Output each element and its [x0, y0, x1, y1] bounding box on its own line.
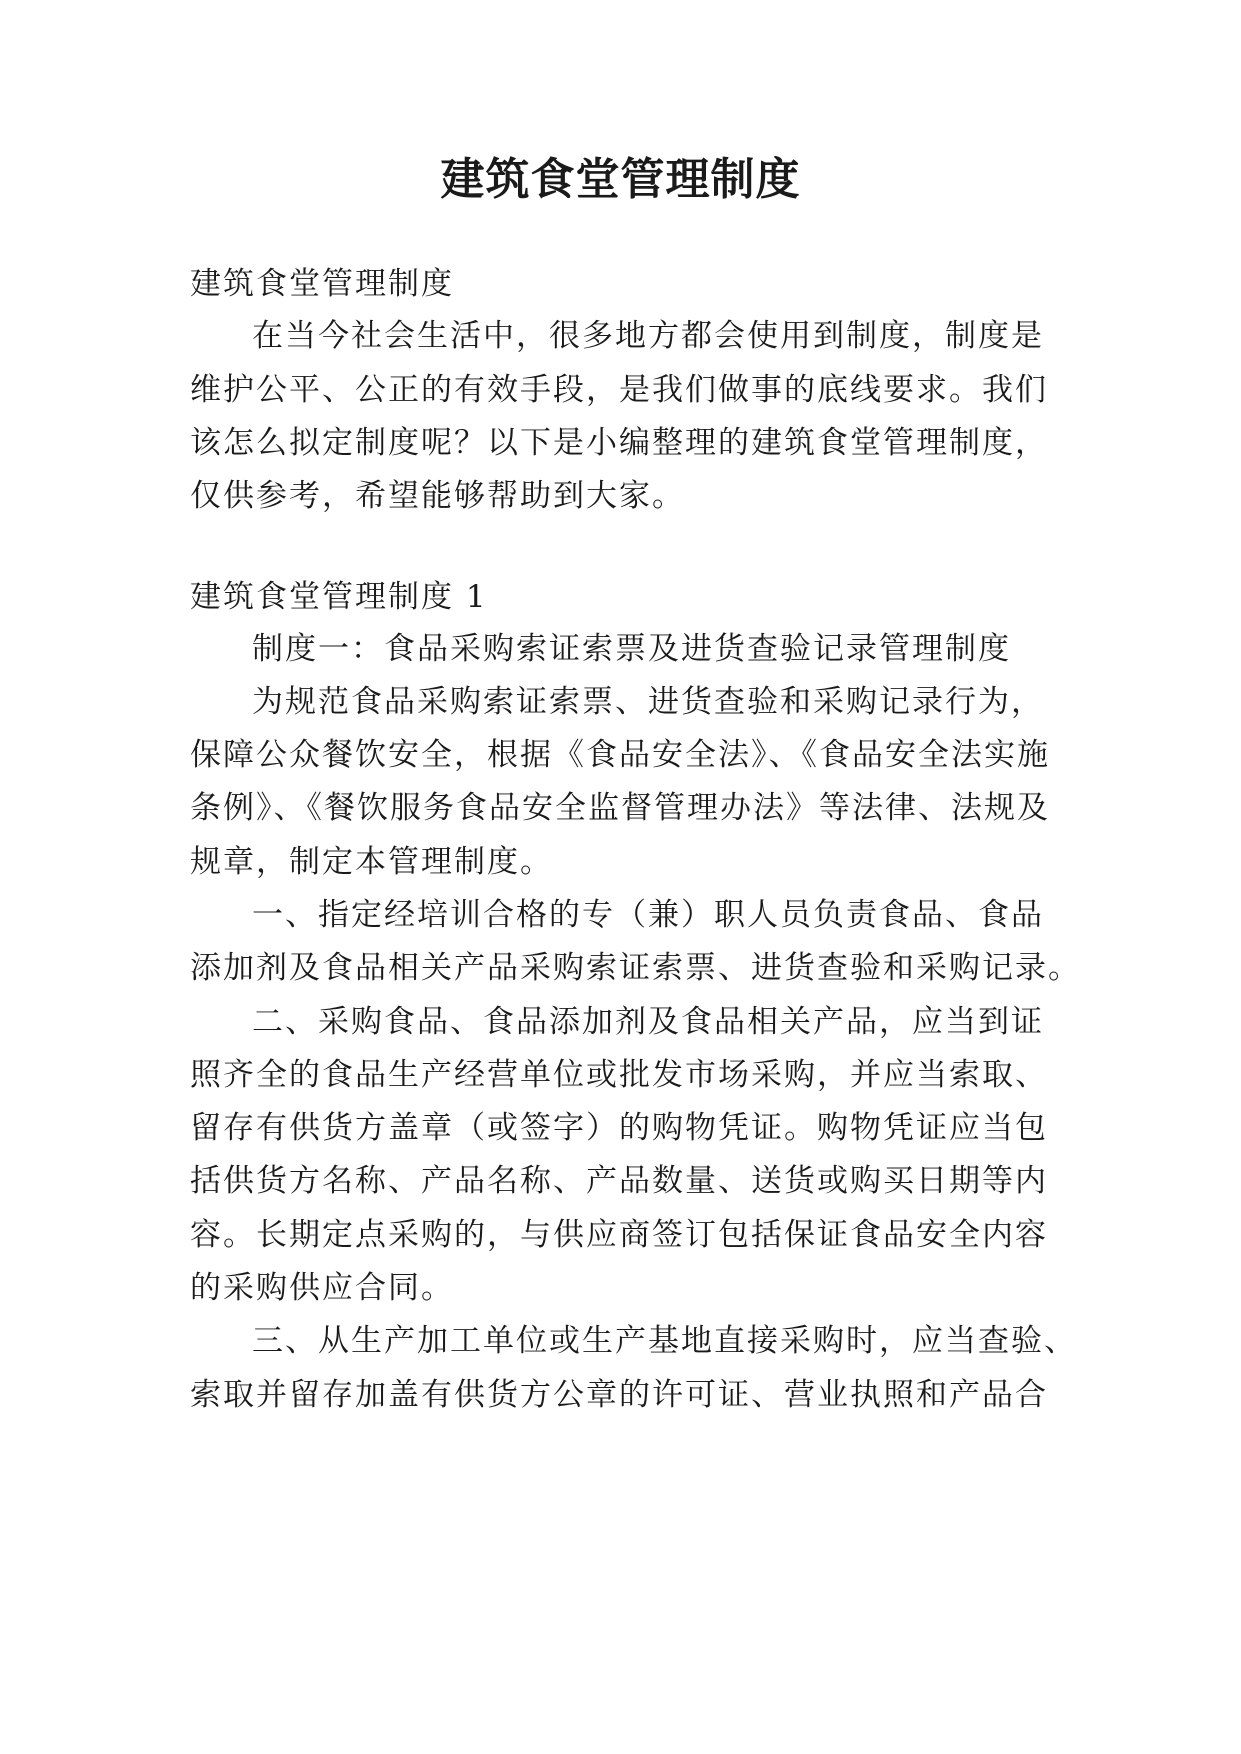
- intro-line: 该怎么拟定制度呢？以下是小编整理的建筑食堂管理制度，: [190, 425, 1048, 461]
- item-2-line: 留存有供货方盖章（或签字）的购物凭证。购物凭证应当包: [190, 1110, 1048, 1146]
- intro-line: 在当今社会生活中，很多地方都会使用到制度，制度是: [252, 318, 1044, 354]
- rule-title: 制度一：食品采购索证索票及进货查验记录管理制度: [252, 631, 1011, 667]
- item-3-line: 三、从生产加工单位或生产基地直接采购时，应当查验、: [252, 1323, 1077, 1359]
- document-subtitle: 建筑食堂管理制度: [190, 266, 454, 302]
- item-1-line: 添加剂及食品相关产品采购索证索票、进货查验和采购记录。: [190, 950, 1081, 986]
- section-heading: 建筑食堂管理制度 1: [190, 579, 488, 615]
- document-title: 建筑食堂管理制度: [440, 154, 801, 205]
- purpose-line: 条例》、《餐饮服务食品安全监督管理办法》等法律、法规及: [190, 790, 1050, 826]
- purpose-line: 规章，制定本管理制度。: [190, 844, 553, 880]
- intro-line: 仅供参考，希望能够帮助到大家。: [190, 478, 685, 514]
- item-2-line: 括供货方名称、产品名称、产品数量、送货或购买日期等内: [190, 1163, 1048, 1199]
- purpose-line: 保障公众餐饮安全，根据《食品安全法》、《食品安全法实施: [190, 737, 1050, 773]
- item-1-line: 一、指定经培训合格的专（兼）职人员负责食品、食品: [252, 897, 1044, 933]
- item-2-line: 容。长期定点采购的，与供应商签订包括保证食品安全内容: [190, 1217, 1048, 1253]
- item-2-line: 的采购供应合同。: [190, 1270, 454, 1306]
- item-2-line: 二、采购食品、食品添加剂及食品相关产品，应当到证: [252, 1004, 1044, 1040]
- item-3-line: 索取并留存加盖有供货方公章的许可证、营业执照和产品合: [190, 1377, 1048, 1413]
- item-2-line: 照齐全的食品生产经营单位或批发市场采购，并应当索取、: [190, 1057, 1048, 1093]
- purpose-line: 为规范食品采购索证索票、进货查验和采购记录行为，: [252, 684, 1044, 720]
- intro-line: 维护公平、公正的有效手段，是我们做事的底线要求。我们: [190, 372, 1048, 408]
